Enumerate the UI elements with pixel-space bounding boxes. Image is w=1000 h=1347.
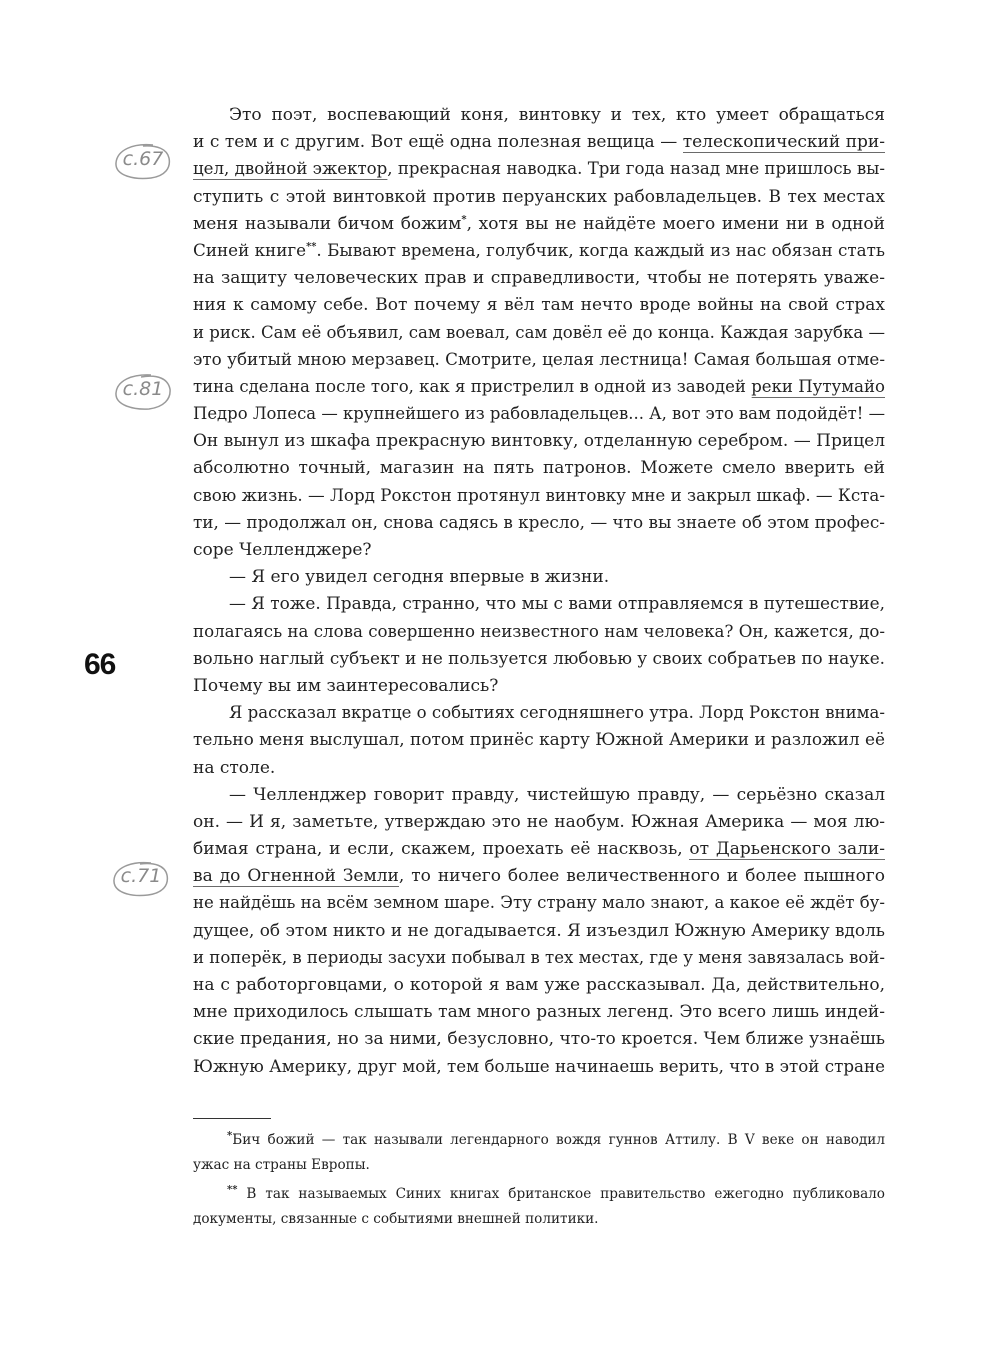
text-span: , прекрасная наводка. Три года назад мне пришлось вы- xyxy=(387,159,885,180)
text-line xyxy=(193,374,885,401)
margin-note-label: с.81 xyxy=(122,378,164,400)
text-line xyxy=(193,537,885,564)
text-span: Синей книге xyxy=(193,240,307,261)
text-span: Южную Америку, друг мой, тем больше начинаешь верить, что в этой стране xyxy=(193,1056,885,1077)
text-line xyxy=(193,1207,885,1232)
text-line xyxy=(193,184,885,211)
text-span: не найдёшь на всём земном шаре. Эту страну мало знают, а какое её ждёт бу- xyxy=(193,893,885,914)
text-line xyxy=(193,999,885,1026)
footnote-marker: * xyxy=(227,1130,233,1142)
text-line xyxy=(193,809,885,836)
margin-note-c71 xyxy=(111,859,171,899)
line-content xyxy=(193,999,885,1026)
text-span: Это поэт, воспевающий коня, винтовку и тех, кто умеет обращаться xyxy=(229,105,885,125)
text-span: В так называемых Синих книгах британское правительство ежегодно публиковало xyxy=(237,1186,885,1202)
footnote-marker: * xyxy=(461,214,467,226)
text-line xyxy=(193,890,885,917)
underlined-text: цел, двойной эжектор xyxy=(193,159,388,180)
line-content xyxy=(229,564,609,591)
line-content xyxy=(193,129,885,156)
text-line xyxy=(193,320,885,347)
text-line xyxy=(193,1153,885,1178)
text-span: на защиту человеческих прав и справедливости, чтобы не потерять уваже- xyxy=(193,268,885,289)
line-content xyxy=(229,102,885,129)
text-line xyxy=(193,836,885,863)
text-span: ти, — продолжал он, снова садясь в кресло, — что вы знаете об этом профес- xyxy=(193,512,885,533)
text-span: Педро Лопеса — крупнейшего из рабовладельцев... А, вот это вам подойдёт! — xyxy=(193,404,885,425)
text-span: . Бывают времена, голубчик, когда каждый из нас обязан стать xyxy=(316,240,885,261)
text-span: вольно наглый субъект и не пользуется любовью у своих собратьев по науке. xyxy=(193,648,885,669)
footnotes xyxy=(193,1128,885,1231)
line-content xyxy=(229,700,885,727)
text-line xyxy=(193,102,885,129)
text-span: на столе. xyxy=(193,757,276,778)
text-span: и риск. Сам её объявил, сам воевал, сам довёл её до конца. Каждая зарубка — xyxy=(193,322,885,343)
text-line xyxy=(193,1026,885,1053)
text-span: Он вынул из шкафа прекрасную винтовку, отделанную серебром. — Прицел xyxy=(193,431,885,452)
line-content xyxy=(193,156,885,183)
text-span: абсолютно точный, магазин на пять патронов. Можете смело вверить ей xyxy=(193,458,885,479)
text-span: меня называли бичом божим xyxy=(193,213,462,234)
text-line xyxy=(193,700,885,727)
text-span: ские предания, но за ними, безусловно, что-то кроется. Чем ближе узнаёшь xyxy=(193,1029,885,1050)
text-line xyxy=(193,646,885,673)
text-line xyxy=(193,401,885,428)
line-content xyxy=(193,863,885,890)
underlined-text: телескопический при- xyxy=(682,132,885,153)
line-content xyxy=(193,265,885,292)
line-content xyxy=(193,1054,885,1081)
text-span: и с тем и с другим. Вот ещё одна полезная вещица — xyxy=(193,132,683,153)
footnote-divider xyxy=(193,1118,271,1119)
text-span: Бич божий — так называли легендарного вождя гуннов Аттилу. В V веке он наводил xyxy=(232,1132,885,1148)
text-line xyxy=(193,591,885,618)
text-line xyxy=(193,945,885,972)
text-line xyxy=(193,347,885,374)
text-line xyxy=(193,863,885,890)
line-content xyxy=(193,320,885,347)
text-line xyxy=(193,1054,885,1081)
text-span: тина сделана после того, как я пристрелил в одной из заводей xyxy=(193,376,752,397)
line-content xyxy=(193,809,885,836)
line-content xyxy=(227,1182,885,1207)
text-line xyxy=(193,265,885,292)
text-line xyxy=(193,1128,885,1153)
text-span: Почему вы им заинтересовались? xyxy=(193,675,499,696)
text-line xyxy=(193,1182,885,1207)
line-content xyxy=(193,945,885,972)
line-content xyxy=(193,537,372,564)
line-content xyxy=(193,428,885,455)
margin-note-label: с.71 xyxy=(120,865,162,887)
text-line xyxy=(193,564,885,591)
text-line xyxy=(193,292,885,319)
line-content xyxy=(193,646,885,673)
text-line xyxy=(193,727,885,754)
line-content xyxy=(193,619,885,646)
line-content xyxy=(229,591,885,618)
text-span: бимая страна, и если, скажем, проехать её насквозь, xyxy=(193,839,690,860)
text-line xyxy=(193,211,885,238)
line-content xyxy=(193,972,885,999)
text-span: — Я его увидел сегодня впервые в жизни. xyxy=(229,567,610,588)
text-span: ужас на страны Европы. xyxy=(193,1156,370,1173)
line-content xyxy=(193,836,885,863)
line-content xyxy=(193,918,885,945)
line-content xyxy=(193,510,885,537)
margin-note-c81 xyxy=(113,372,173,412)
line-content xyxy=(193,238,885,265)
margin-note-label: с.67 xyxy=(122,148,164,170)
text-span: и поперёк, в периоды засухи побывал в тех местах, где у меня завязалась вой- xyxy=(193,947,885,968)
text-span: Я рассказал вкратце о событиях сегодняшнего утра. Лорд Рокстон внима- xyxy=(229,703,885,724)
text-line xyxy=(193,428,885,455)
line-content xyxy=(193,292,885,319)
text-span: документы, связанные с событиями внешней политики. xyxy=(193,1210,599,1227)
text-line xyxy=(193,673,885,700)
text-span: тельно меня выслушал, потом принёс карту Южной Америки и разложил её xyxy=(193,730,885,751)
text-line xyxy=(193,483,885,510)
line-content xyxy=(193,211,885,238)
text-line xyxy=(193,972,885,999)
text-span: мне приходилось слышать там много разных легенд. Это всего лишь индей- xyxy=(193,1002,885,1023)
text-span: соре Челленджере? xyxy=(193,540,372,560)
line-content xyxy=(193,455,885,482)
margin-note-c67 xyxy=(113,142,173,182)
text-span: ния к самому себе. Вот почему я вёл там нечто вроде войны на свой страх xyxy=(193,295,885,316)
line-content xyxy=(193,184,885,211)
underlined-text: реки Путумайо xyxy=(751,376,885,397)
text-span: это убитый мною мерзавец. Смотрите, целая лестница! Самая большая отме- xyxy=(193,349,885,370)
line-content xyxy=(193,374,885,401)
footnote-marker: ** xyxy=(306,241,317,253)
text-line xyxy=(193,238,885,265)
text-line xyxy=(193,755,885,782)
underlined-text: ва до Огненной Земли xyxy=(193,866,399,887)
line-content xyxy=(193,401,885,428)
underlined-text: от Дарьенского зали- xyxy=(689,839,885,860)
text-span: на с работорговцами, о которой я вам уже рассказывал. Да, действительно, xyxy=(193,975,885,995)
line-content xyxy=(193,890,885,917)
text-span: , хотя вы не найдёте моего имени ни в одной xyxy=(466,213,885,234)
line-content xyxy=(193,755,275,782)
text-line xyxy=(193,782,885,809)
footnote-marker: ** xyxy=(227,1184,238,1196)
line-content xyxy=(229,782,885,809)
page-number: 66 xyxy=(84,648,116,681)
text-span: свою жизнь. — Лорд Рокстон протянул винтовку мне и закрыл шкаф. — Кста- xyxy=(193,485,885,506)
main-text xyxy=(193,102,885,1081)
line-content xyxy=(193,347,885,374)
text-span: — Челленджер говорит правду, чистейшую правду, — серьёзно сказал xyxy=(229,784,885,805)
line-content xyxy=(193,727,885,754)
text-line xyxy=(193,156,885,183)
text-line xyxy=(193,619,885,646)
line-content xyxy=(227,1128,885,1153)
line-content xyxy=(193,673,498,700)
text-line xyxy=(193,918,885,945)
text-span: , то ничего более величественного и более пышного xyxy=(398,866,885,887)
text-span: он. — И я, заметьте, утверждаю это не наобум. Южная Америка — моя лю- xyxy=(193,811,885,832)
text-line xyxy=(193,510,885,537)
text-span: полагаясь на слова совершенно неизвестного нам человека? Он, кажется, до- xyxy=(193,621,885,642)
line-content xyxy=(193,1153,370,1178)
text-span: — Я тоже. Правда, странно, что мы с вами отправляемся в путешествие, xyxy=(229,594,885,615)
text-span: ступить с этой винтовкой против перуанских рабовладельцев. В тех местах xyxy=(193,186,885,207)
text-line xyxy=(193,129,885,156)
text-span: дущее, об этом никто и не догадывается. Я изъездил Южную Америку вдоль xyxy=(193,920,885,941)
text-line xyxy=(193,455,885,482)
line-content xyxy=(193,1207,599,1232)
line-content xyxy=(193,483,885,510)
line-content xyxy=(193,1026,885,1053)
